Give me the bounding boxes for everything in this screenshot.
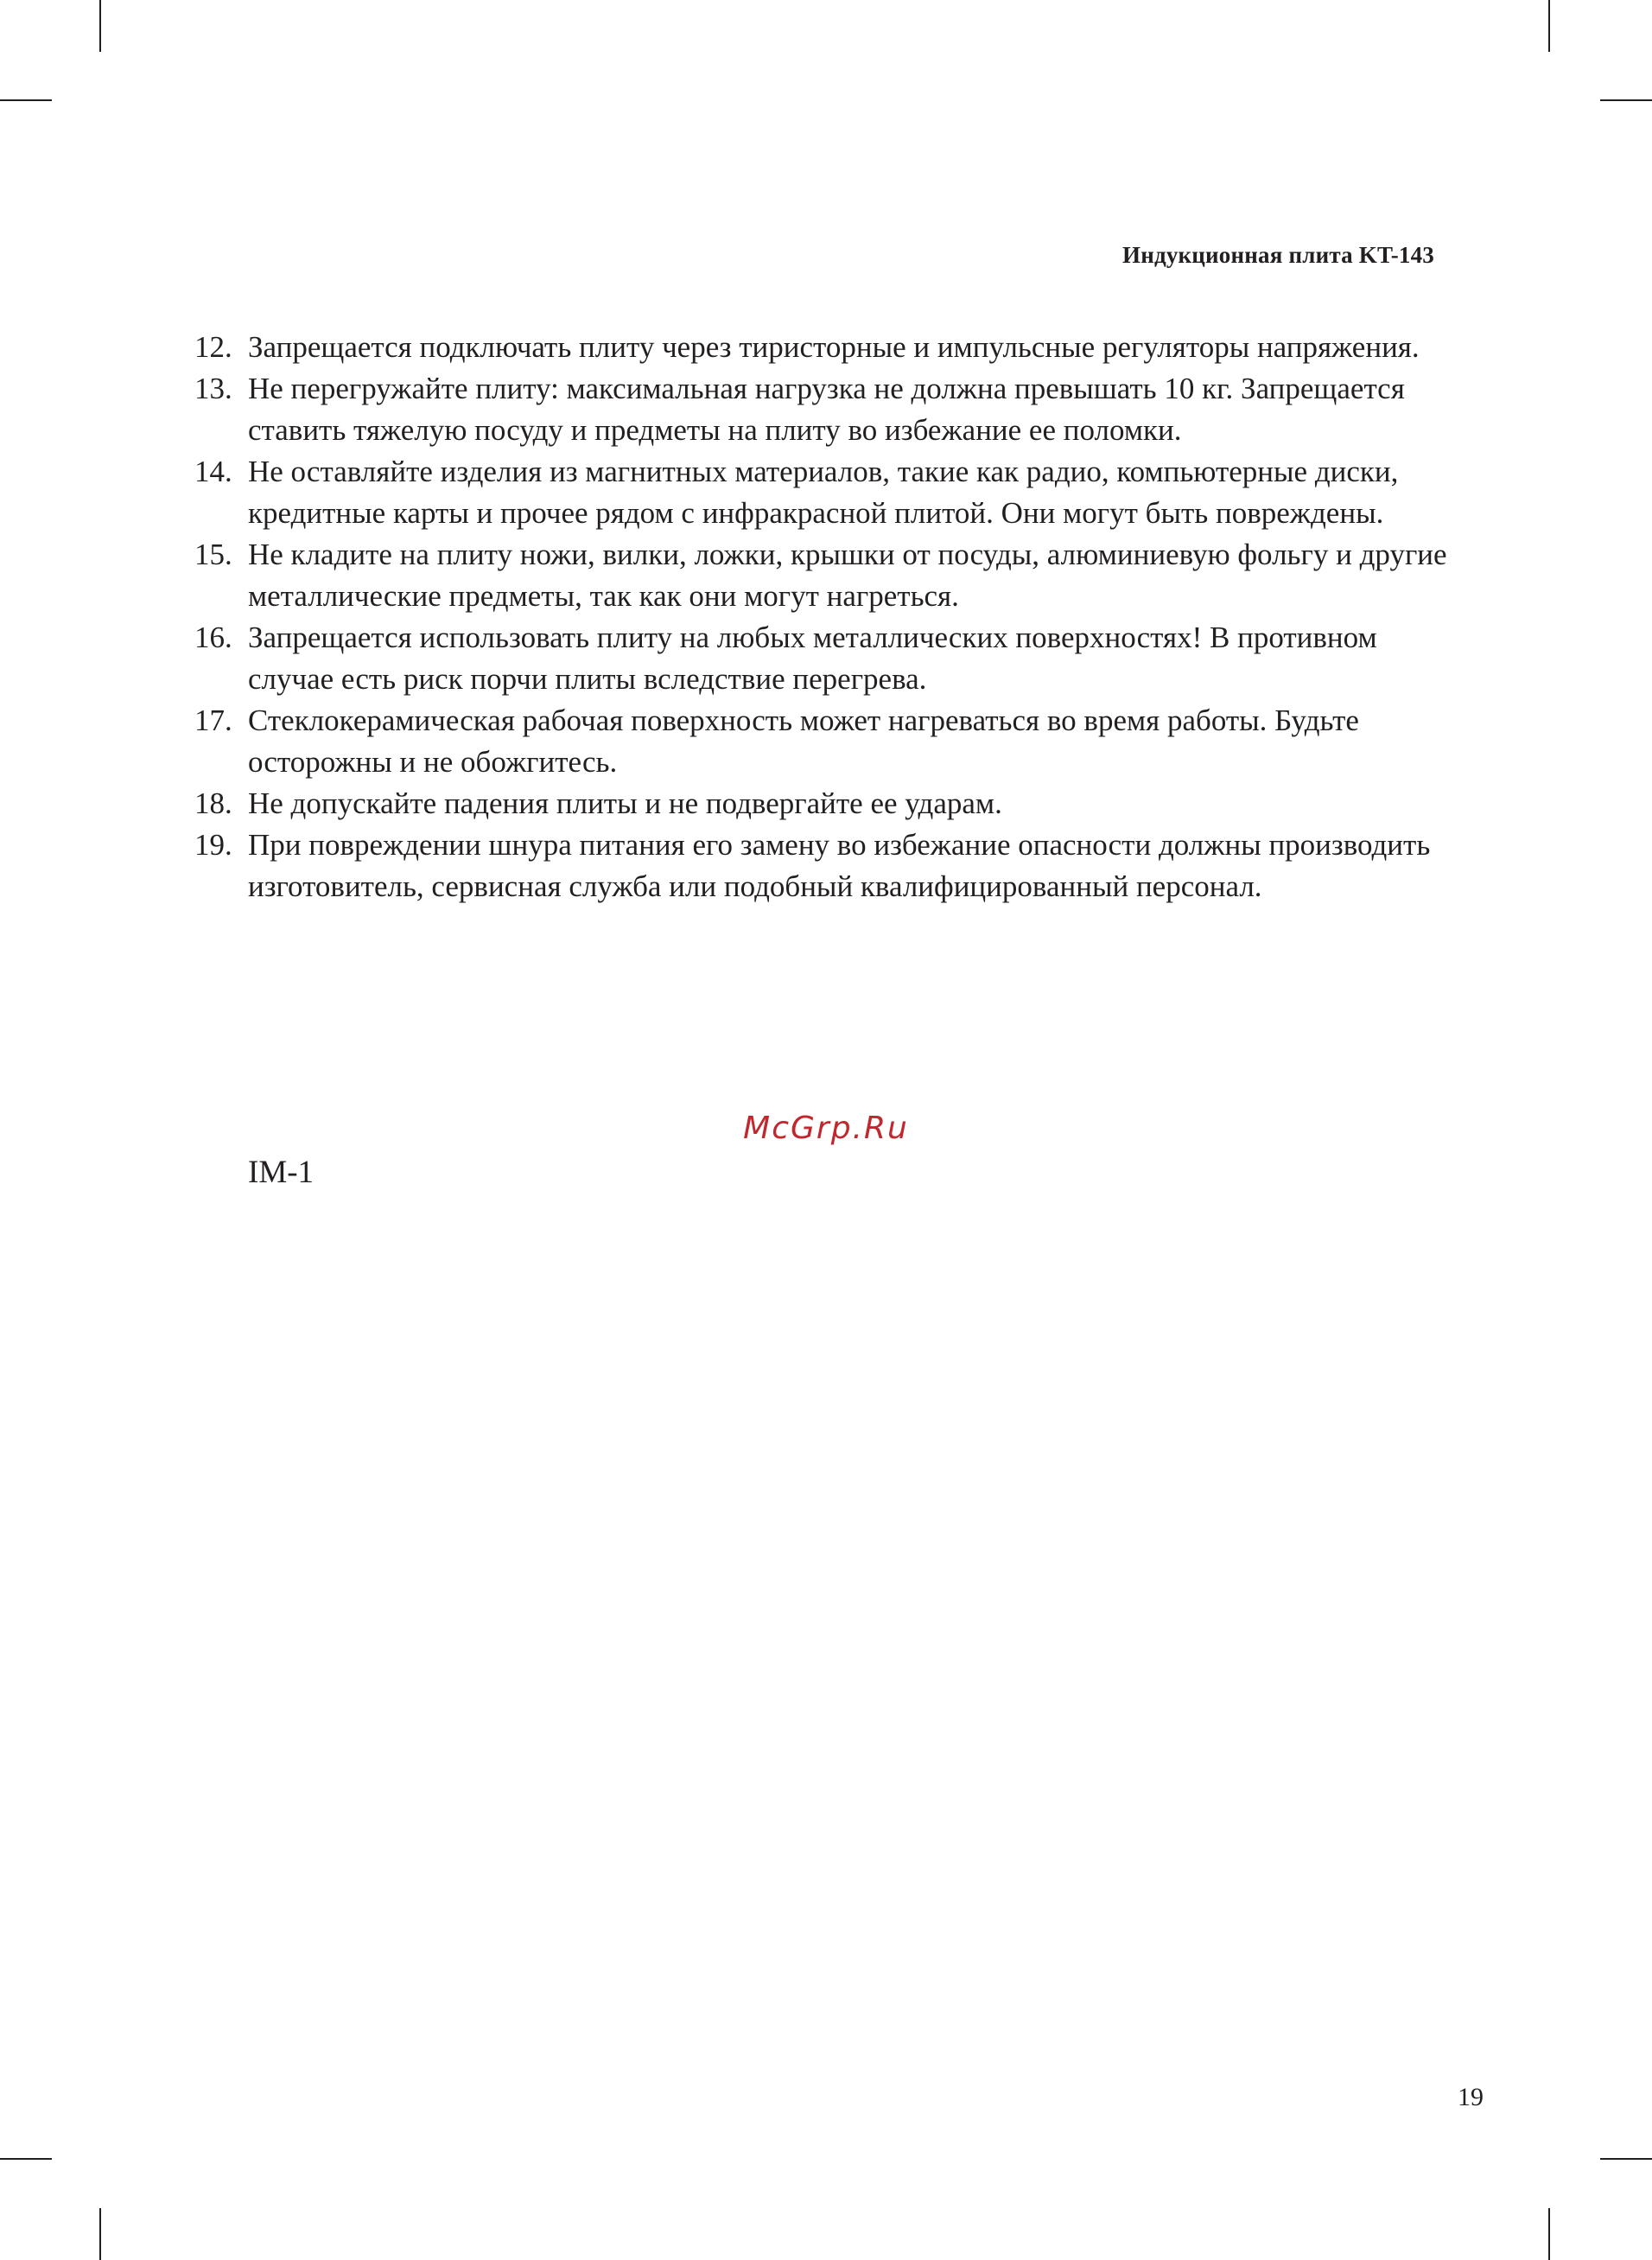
item-number: 18. <box>194 786 232 820</box>
item-number: 14. <box>194 455 232 488</box>
list-item <box>194 700 1447 783</box>
item-number: 16. <box>194 621 232 654</box>
instruction-list <box>194 327 1447 907</box>
item-number: 12. <box>194 330 232 364</box>
crop-mark-bottom-right <box>1548 2208 1550 2260</box>
document-code: IM-1 <box>248 1155 315 1190</box>
item-text: Запрещается подключать плиту через тиристорные и импульсные регуляторы напряжения. <box>248 330 1420 364</box>
list-item <box>194 327 1447 368</box>
item-number: 15. <box>194 538 232 571</box>
item-text: Стеклокерамическая рабочая поверхность может нагреваться во время работы. Будьте осторожны и не обожгитесь. <box>248 703 1359 779</box>
item-text: Не перегружайте плиту: максимальная нагрузка не должна превышать 10 кг. Запрещается ставить тяжелую посуду и предметы на плиту во избежание ее поломки. <box>248 372 1405 447</box>
item-number: 13. <box>194 372 232 405</box>
item-text: Запрещается использовать плиту на любых металлических поверхностях! В противном случае есть риск порчи плиты вследствие перегрева. <box>248 621 1377 696</box>
item-text: Не кладите на плиту ножи, вилки, ложки, крышки от посуды, алюминиевую фольгу и другие металлические предметы, так как они могут нагреться. <box>248 538 1447 613</box>
item-text: Не оставляйте изделия из магнитных материалов, такие как радио, компьютерные диски, кредитные карты и прочее рядом с инфракрасной плитой. Они могут быть повреждены. <box>248 455 1399 530</box>
item-text: При повреждении шнура питания его замену во избежание опасности должны производить изготовитель, сервисная служба или подобный квалифицированный персонал. <box>248 828 1431 903</box>
list-item <box>194 783 1447 824</box>
item-number: 19. <box>194 828 232 862</box>
watermark-link[interactable]: McGrp.Ru <box>743 1111 909 1146</box>
list-item <box>194 824 1447 907</box>
list-item <box>194 617 1447 700</box>
running-header: Индукционная плита KT-143 <box>1122 242 1434 268</box>
crop-mark-bottom-right-h <box>1600 2158 1652 2160</box>
crop-mark-bottom-left <box>99 2208 101 2260</box>
crop-mark-top-left-h <box>0 99 52 101</box>
list-item <box>194 451 1447 534</box>
item-text: Не допускайте падения плиты и не подвергайте ее ударам. <box>248 786 1002 820</box>
list-item <box>194 368 1447 451</box>
crop-mark-top-right-h <box>1600 99 1652 101</box>
crop-mark-top-left <box>99 0 101 52</box>
item-number: 17. <box>194 703 232 737</box>
crop-mark-top-right <box>1548 0 1550 52</box>
page-number: 19 <box>1458 2083 1484 2111</box>
list-item <box>194 534 1447 617</box>
crop-mark-bottom-left-h <box>0 2158 52 2160</box>
